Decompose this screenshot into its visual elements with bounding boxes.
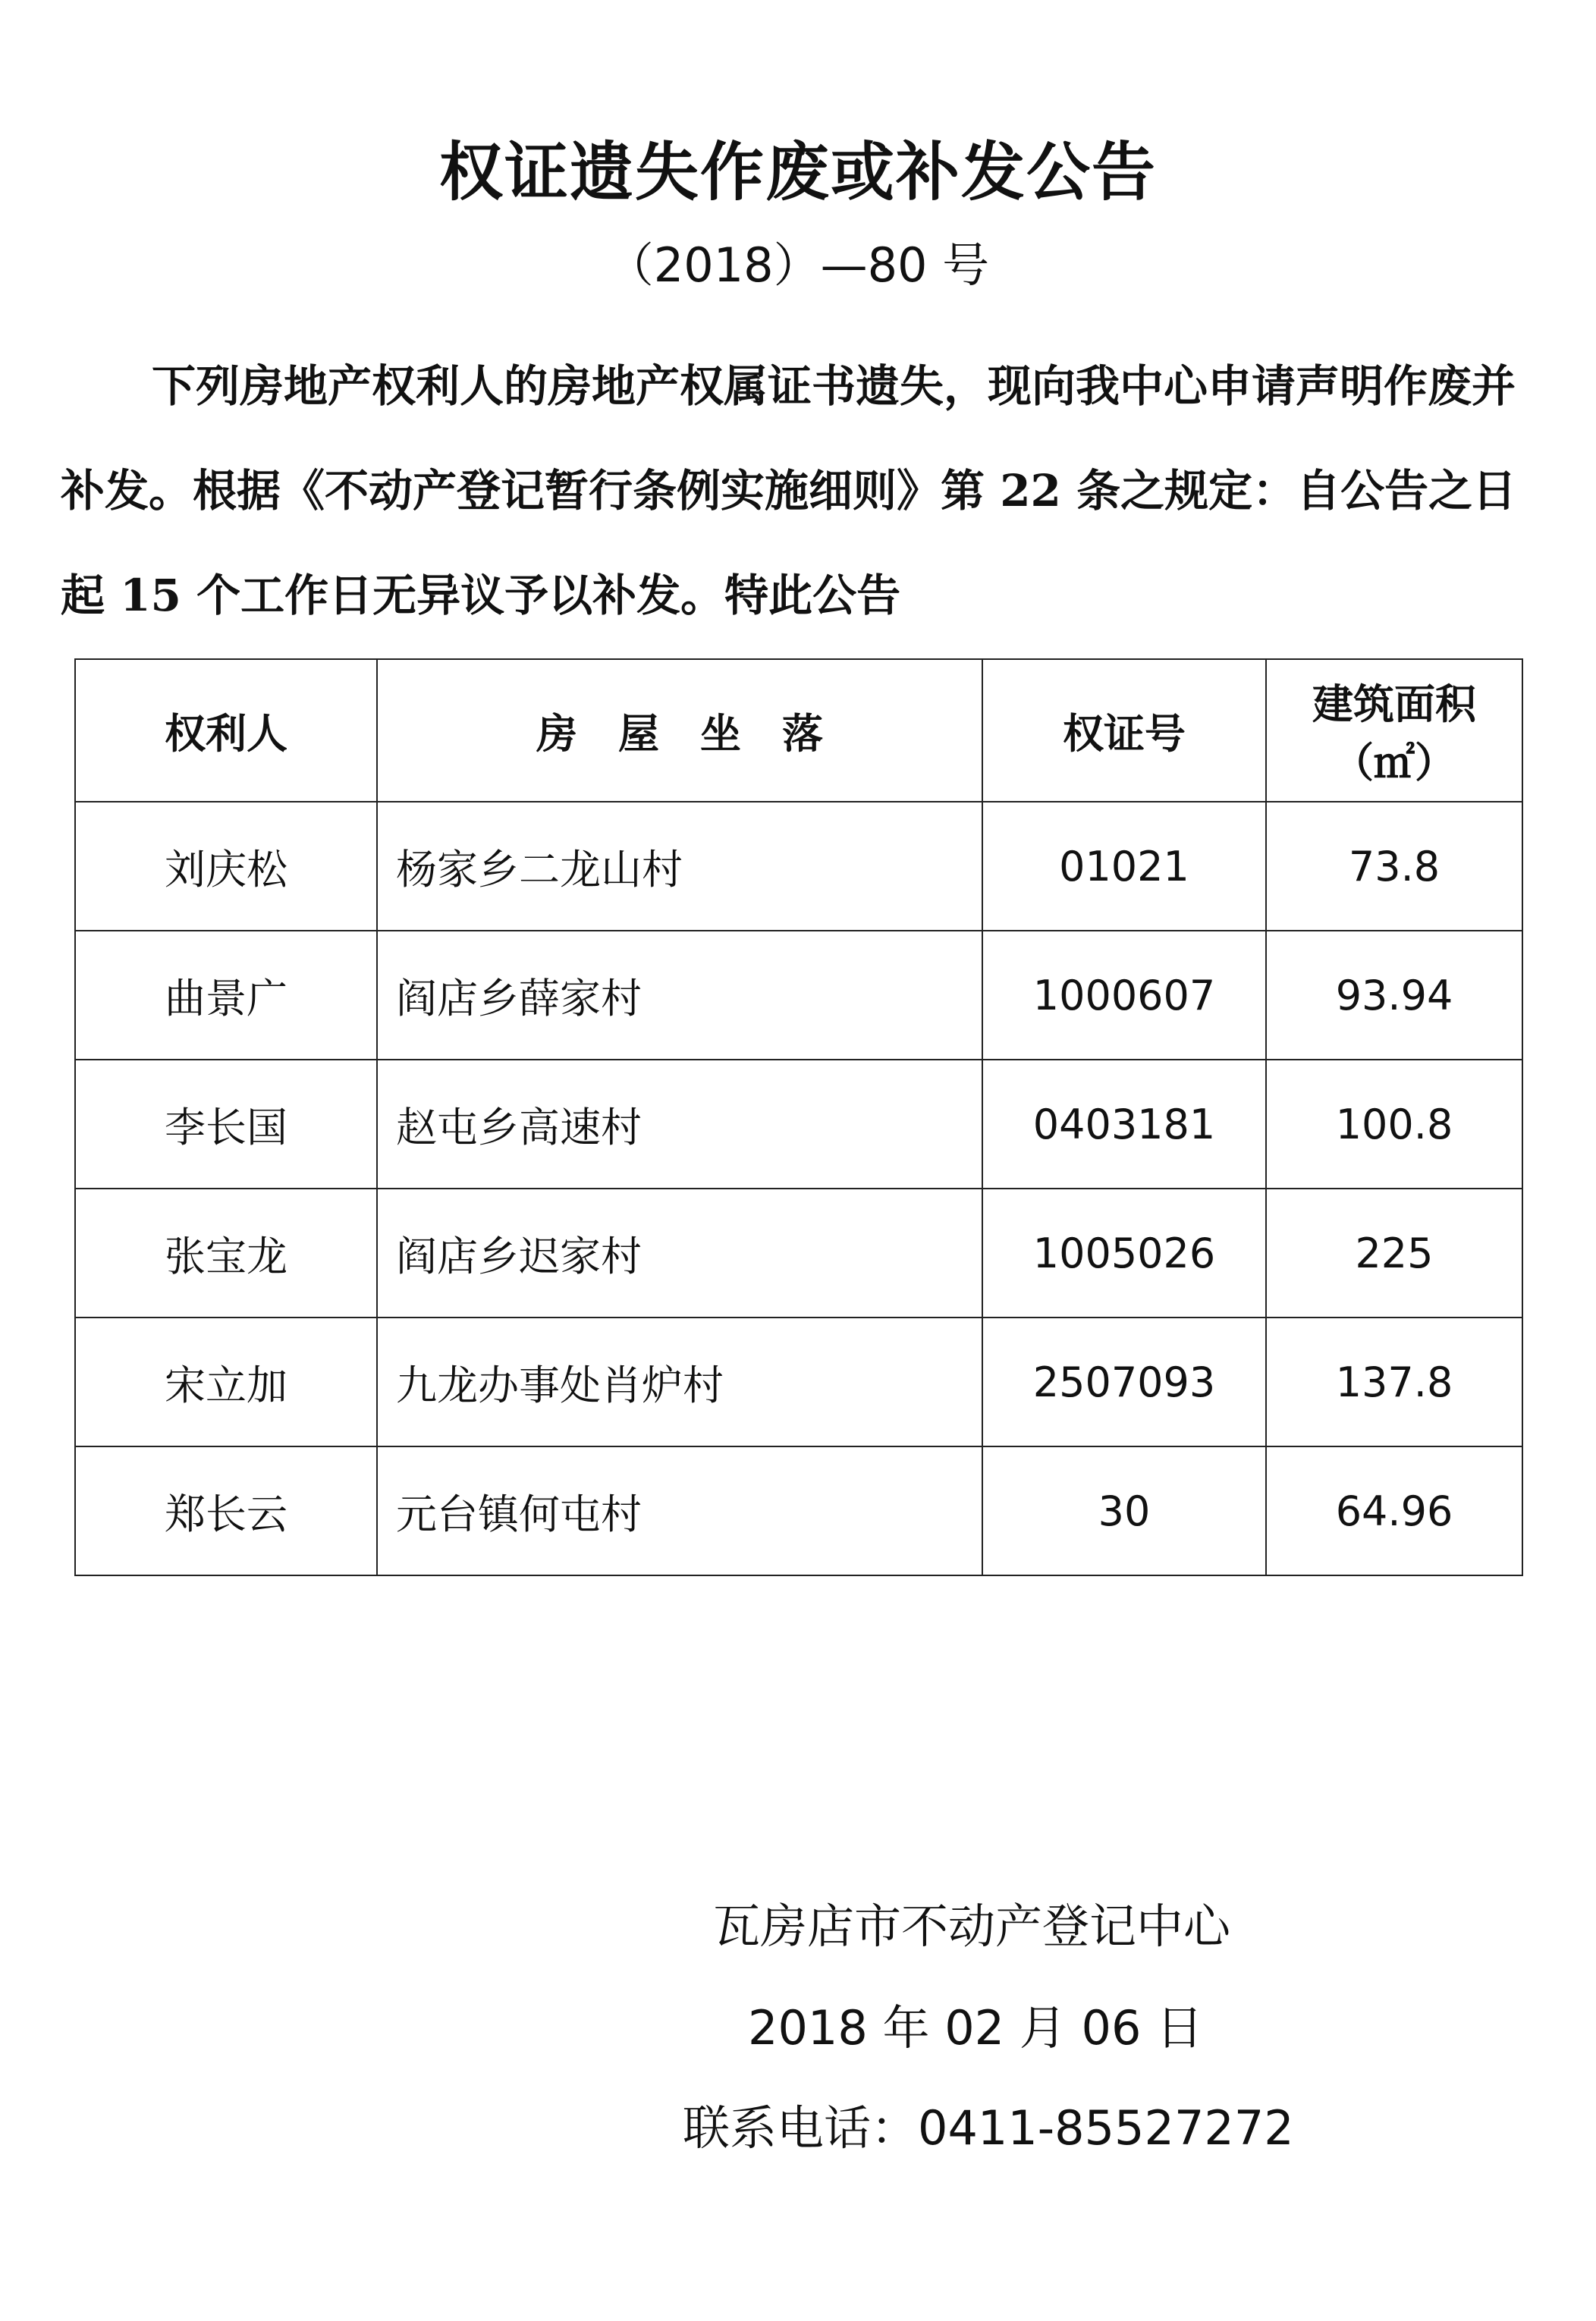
table-header-row — [75, 659, 1522, 802]
table-row — [75, 802, 1522, 931]
cell-cert: 1000607 — [982, 931, 1266, 1060]
cell-cert: 0403181 — [982, 1060, 1266, 1189]
cell-area: 64.96 — [1266, 1446, 1522, 1575]
header-cert: 权证号 — [982, 659, 1266, 802]
header-area — [1266, 659, 1522, 802]
footer-date: 2018 年 02 月 06 日 — [748, 2000, 1204, 2056]
cell-area: 73.8 — [1266, 802, 1522, 931]
notice-paragraph-text: 下列房地产权利人的房地产权属证书遗失，现向我中心申请声明作废并补发。根据《不动产登记暂行条例实施细则》第 22 条之规定：自公告之日起 15 个工作日无异议予以补发。特此公告 — [61, 360, 1517, 621]
records-table — [74, 658, 1523, 1576]
cell-location: 赵屯乡高速村 — [377, 1060, 982, 1189]
header-holder: 权利人 — [75, 659, 377, 802]
cell-location: 阎店乡薛家村 — [377, 931, 982, 1060]
table-row — [75, 1318, 1522, 1446]
cell-holder: 曲景广 — [75, 931, 377, 1060]
cell-cert: 30 — [982, 1446, 1266, 1575]
cell-cert: 01021 — [982, 802, 1266, 931]
header-area-line2: （㎡） — [1333, 738, 1456, 787]
cell-holder: 郑长云 — [75, 1446, 377, 1575]
cell-area: 137.8 — [1266, 1318, 1522, 1446]
cell-holder: 刘庆松 — [75, 802, 377, 931]
footer-org: 瓦房店市不动产登记中心 — [713, 1899, 1231, 1954]
cell-area: 100.8 — [1266, 1060, 1522, 1189]
notice-title: 权证遗失作废或补发公告 — [438, 134, 1157, 209]
cell-cert: 2507093 — [982, 1318, 1266, 1446]
table-row — [75, 931, 1522, 1060]
table-row — [75, 1446, 1522, 1575]
cell-area: 93.94 — [1266, 931, 1522, 1060]
cell-cert: 1005026 — [982, 1189, 1266, 1318]
table-row — [75, 1060, 1522, 1189]
notice-number: （2018）—80 号 — [606, 237, 990, 293]
cell-area: 225 — [1266, 1189, 1522, 1318]
cell-location: 杨家乡二龙山村 — [377, 802, 982, 931]
cell-location: 阎店乡迟家村 — [377, 1189, 982, 1318]
header-area-line1: 建筑面积 — [1312, 680, 1476, 728]
cell-holder: 宋立加 — [75, 1318, 377, 1446]
header-location: 房 屋 坐 落 — [377, 659, 982, 802]
cell-location: 九龙办事处肖炉村 — [377, 1318, 982, 1446]
footer-phone: 联系电话：0411-85527272 — [683, 2100, 1294, 2156]
cell-holder: 张宝龙 — [75, 1189, 377, 1318]
notice-paragraph — [61, 334, 1547, 648]
table-row — [75, 1189, 1522, 1318]
cell-location: 元台镇何屯村 — [377, 1446, 982, 1575]
cell-holder: 李长国 — [75, 1060, 377, 1189]
